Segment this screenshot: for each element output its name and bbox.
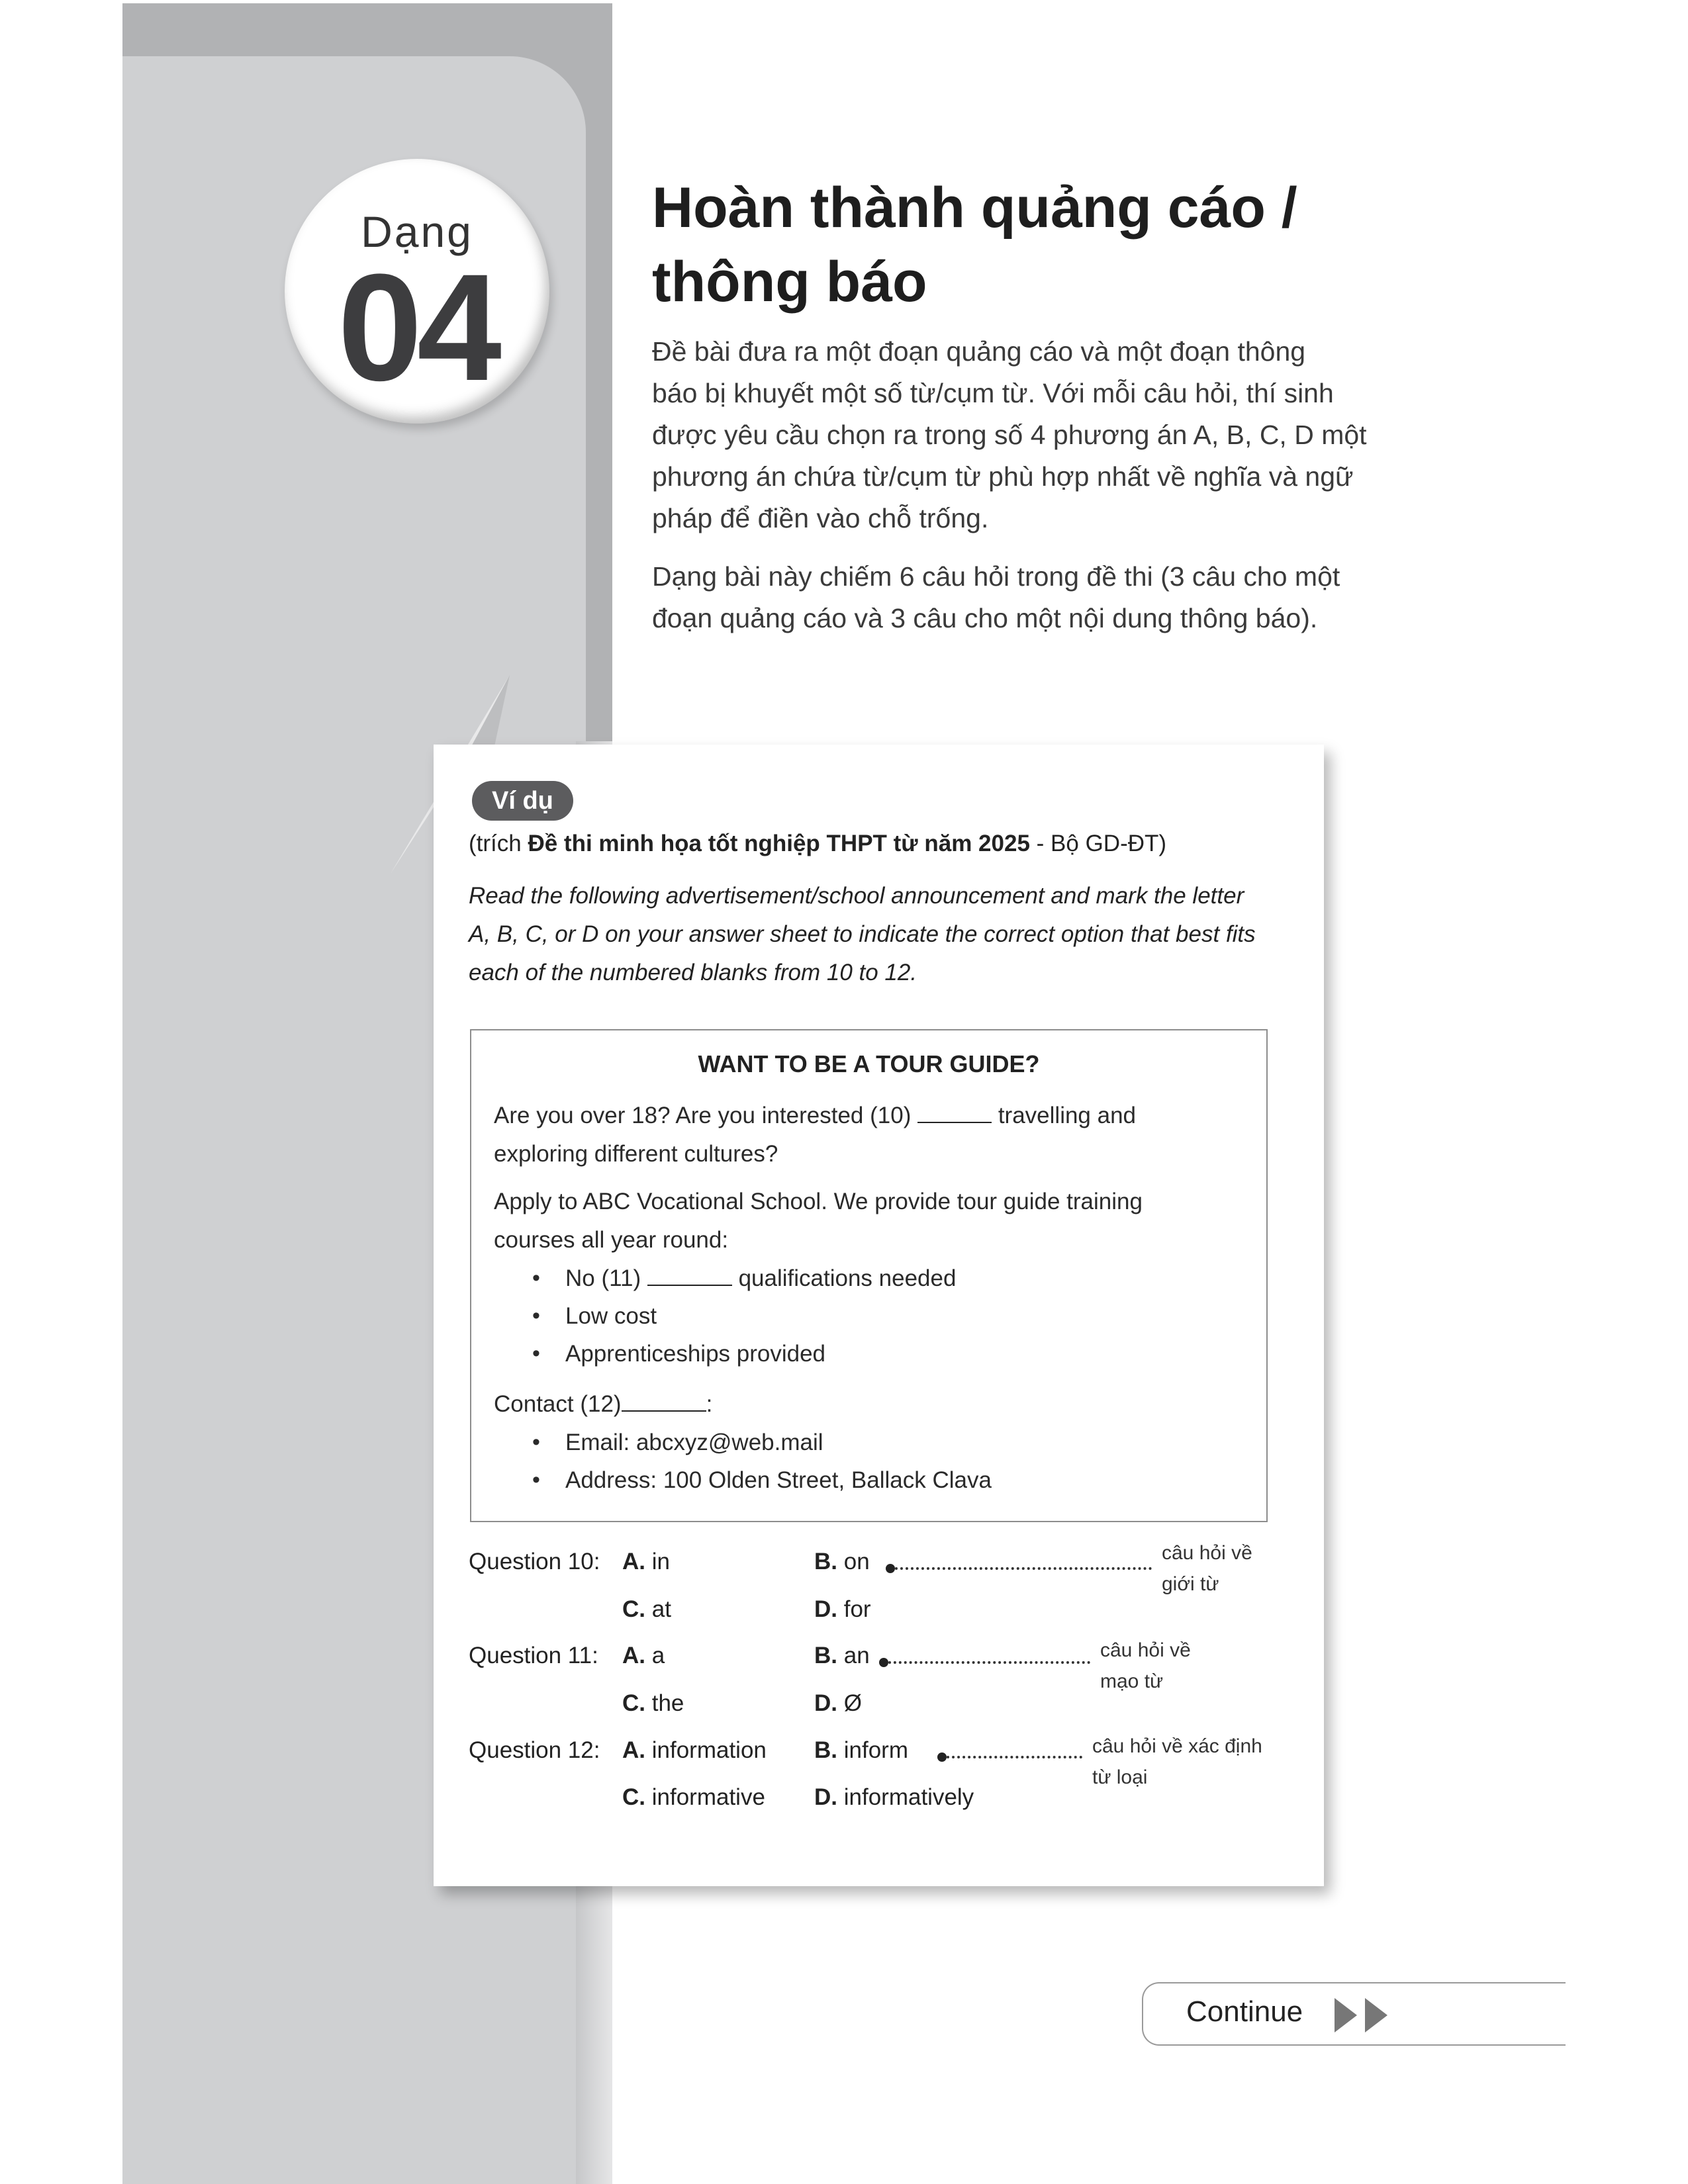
intro-line: đoạn quảng cáo và 3 câu cho một nội dung thông báo).	[652, 603, 1318, 633]
ad-contact-list	[494, 1424, 992, 1499]
option-letter: C.	[622, 1784, 645, 1810]
list-item: • Low cost	[494, 1297, 956, 1335]
annotation-leader	[947, 1756, 1082, 1758]
intro-line: được yêu cầu chọn ra trong số 4 phương án A, B, C, D một	[652, 420, 1367, 450]
ad-text: No (11)	[565, 1265, 641, 1291]
option-letter: B.	[814, 1643, 837, 1668]
list-item: • Email: abcxyz@web.mail	[494, 1424, 992, 1461]
instruction-line: A, B, C, or D on your answer sheet to indicate the correct option that best fits	[469, 921, 1256, 947]
option-a	[622, 1639, 665, 1672]
option-text: for	[843, 1596, 871, 1622]
option-text: on	[843, 1549, 870, 1574]
option-b	[814, 1734, 908, 1767]
note-line: câu hỏi về	[1100, 1639, 1191, 1661]
note-line: mạo từ	[1100, 1670, 1164, 1692]
title-line: Hoàn thành quảng cáo /	[652, 176, 1297, 240]
chapter-badge	[285, 159, 549, 424]
option-letter: A.	[622, 1549, 645, 1574]
ad-text: travelling and	[998, 1103, 1137, 1128]
blank-12	[622, 1387, 706, 1412]
option-a	[622, 1734, 767, 1767]
ad-text: Apply to ABC Vocational School. We provide tour guide training	[494, 1189, 1143, 1214]
source-title: Đề thi minh họa tốt nghiệp THPT từ năm 2025	[528, 831, 1030, 856]
intro-line: pháp để điền vào chỗ trống.	[652, 503, 989, 533]
intro-line: Dạng bài này chiếm 6 câu hỏi trong đề thi (3 câu cho một	[652, 561, 1340, 592]
title-line: thông báo	[652, 250, 927, 314]
source-suffix: - Bộ GD-ĐT)	[1036, 831, 1167, 856]
intro-paragraph	[652, 331, 1380, 539]
continue-button[interactable]	[1142, 1982, 1566, 2046]
intro-paragraph-2	[652, 556, 1380, 639]
ad-paragraph-2	[494, 1183, 1248, 1259]
source-prefix: (trích	[469, 831, 522, 856]
example-card	[434, 745, 1324, 1886]
option-b	[814, 1545, 870, 1578]
option-text: inform	[843, 1737, 908, 1763]
annotation-note	[1100, 1635, 1191, 1697]
option-text: a	[651, 1643, 665, 1668]
option-c	[622, 1781, 765, 1814]
option-d	[814, 1687, 862, 1720]
ad-title: WANT TO BE A TOUR GUIDE?	[698, 1050, 1040, 1077]
instruction-line: Read the following advertisement/school announcement and mark the letter	[469, 883, 1244, 909]
option-text: the	[651, 1690, 684, 1716]
example-instruction	[469, 877, 1289, 992]
instruction-line: each of the numbered blanks from 10 to 12.	[469, 960, 917, 985]
list-item: • Address: 100 Olden Street, Ballack Clava	[494, 1461, 992, 1499]
question-label: Question 12:	[469, 1737, 600, 1763]
intro-line: Đề bài đưa ra một đoạn quảng cáo và một đoạn thông	[652, 336, 1306, 367]
advertisement-box	[470, 1029, 1268, 1522]
list-item	[494, 1259, 956, 1297]
option-text: Ø	[843, 1690, 862, 1716]
option-text: information	[651, 1737, 767, 1763]
note-line: câu hỏi về	[1162, 1542, 1252, 1564]
option-text: an	[843, 1643, 870, 1668]
ad-text: Contact (12)	[494, 1391, 622, 1417]
blank-11	[647, 1261, 732, 1286]
ad-text: courses all year round:	[494, 1227, 729, 1253]
option-text: informative	[651, 1784, 765, 1810]
ad-text: :	[706, 1391, 713, 1417]
option-letter: C.	[622, 1596, 645, 1622]
question-label: Question 11:	[469, 1643, 598, 1668]
option-d	[814, 1593, 871, 1626]
example-source	[469, 827, 1166, 860]
ad-paragraph-1	[494, 1097, 1248, 1173]
intro-line: phương án chứa từ/cụm từ phù hợp nhất về nghĩa và ngữ	[652, 461, 1354, 492]
ad-text: qualifications needed	[738, 1265, 957, 1291]
option-text: at	[651, 1596, 671, 1622]
example-badge: Ví dụ	[472, 781, 573, 821]
annotation-dot	[879, 1658, 888, 1667]
ad-contact	[494, 1385, 1248, 1424]
chapter-number: 04	[338, 242, 496, 412]
list-item: • Apprenticeships provided	[494, 1335, 956, 1373]
note-line: câu hỏi về xác định	[1092, 1735, 1262, 1757]
option-c	[622, 1593, 671, 1626]
continue-label: Continue	[1186, 1995, 1303, 2028]
annotation-note	[1092, 1731, 1262, 1793]
page-title	[652, 171, 1420, 319]
annotation-dot	[886, 1564, 895, 1573]
option-d	[814, 1781, 974, 1814]
option-letter: D.	[814, 1690, 837, 1716]
intro-line: báo bị khuyết một số từ/cụm từ. Với mỗi câu hỏi, thí sinh	[652, 378, 1334, 408]
chapter-label: Dạng	[361, 207, 473, 256]
question-label: Question 10:	[469, 1549, 600, 1574]
annotation-leader	[888, 1661, 1090, 1664]
option-letter: C.	[622, 1690, 645, 1716]
ad-text: Are you over 18? Are you interested (10)	[494, 1103, 912, 1128]
option-a	[622, 1545, 670, 1578]
option-letter: D.	[814, 1784, 837, 1810]
ad-features-list	[494, 1259, 956, 1373]
option-c	[622, 1687, 684, 1720]
option-text: informatively	[843, 1784, 974, 1810]
blank-10	[917, 1098, 992, 1123]
annotation-note	[1162, 1537, 1252, 1600]
option-b	[814, 1639, 870, 1672]
double-play-arrow-icon	[1332, 1997, 1391, 2034]
option-letter: A.	[622, 1643, 645, 1668]
option-letter: B.	[814, 1737, 837, 1763]
option-text: in	[651, 1549, 670, 1574]
annotation-leader	[895, 1567, 1152, 1570]
note-line: từ loại	[1092, 1766, 1148, 1788]
option-letter: A.	[622, 1737, 645, 1763]
option-letter: D.	[814, 1596, 837, 1622]
ad-text: exploring different cultures?	[494, 1141, 778, 1167]
note-line: giới từ	[1162, 1573, 1219, 1595]
annotation-dot	[937, 1752, 947, 1762]
option-letter: B.	[814, 1549, 837, 1574]
